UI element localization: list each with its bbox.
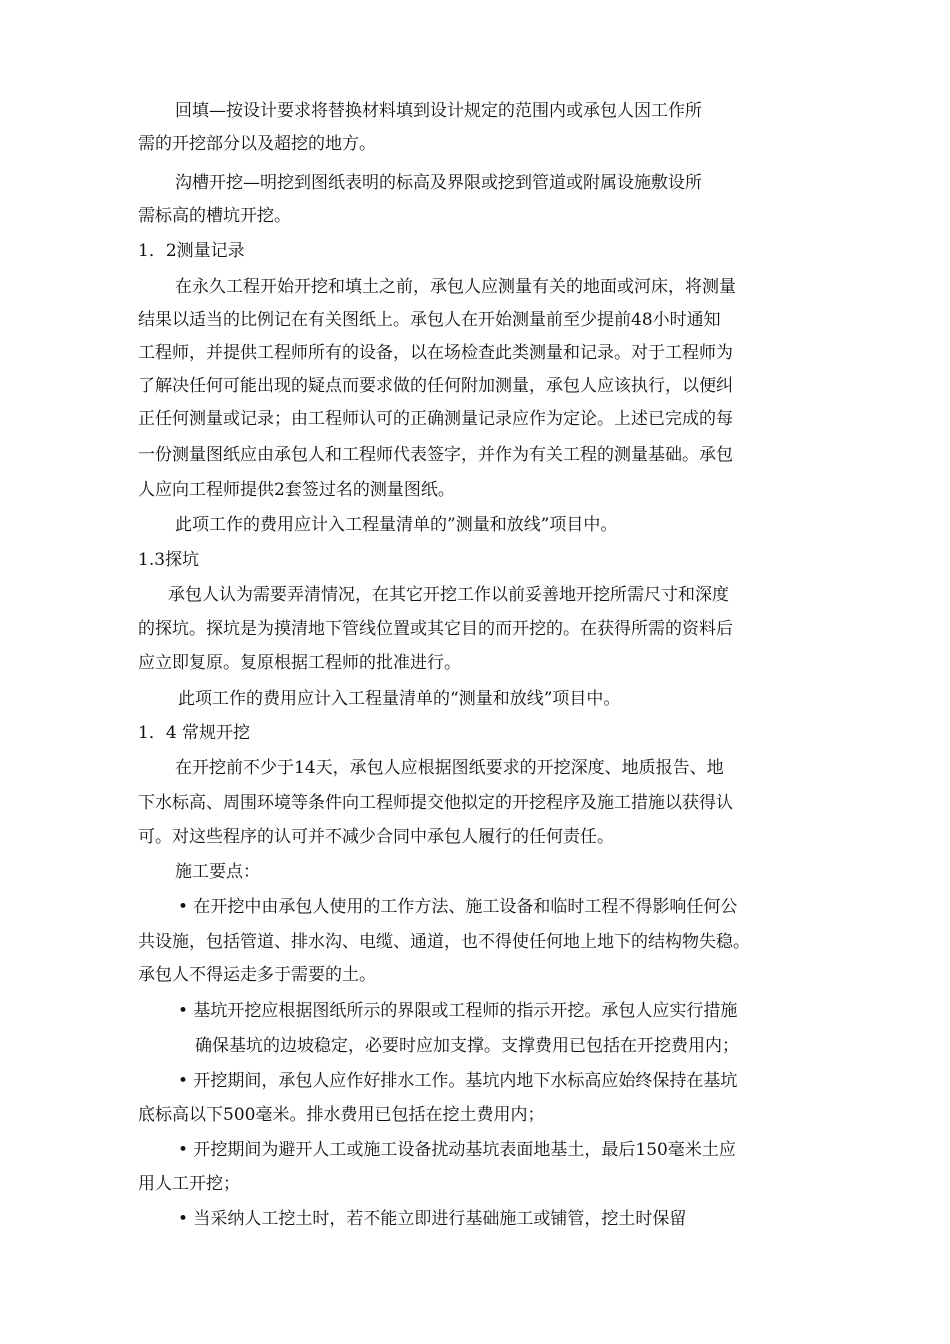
text-line: 用人工开挖； bbox=[138, 1174, 240, 1194]
text-line: 在永久工程开始开挖和填土之前，承包人应测量有关的地面或河床，将测量 bbox=[175, 277, 736, 297]
list-item: • 在开挖中由承包人使用的工作方法、施工设备和临时工程不得影响任何公 bbox=[178, 897, 738, 917]
text-line: 此项工作的费用应计入工程量清单的”测量和放线”项目中。 bbox=[175, 515, 618, 535]
text-line: 的探坑。探坑是为摸清地下管线位置或其它目的而开挖的。在获得所需的资料后 bbox=[138, 619, 733, 639]
text-line: 需标高的槽坑开挖。 bbox=[138, 206, 291, 226]
text-line: 底标高以下500毫米。排水费用已包括在挖土费用内； bbox=[138, 1105, 545, 1125]
text-line: 需的开挖部分以及超挖的地方。 bbox=[138, 134, 376, 154]
section-heading: 1.3探坑 bbox=[138, 550, 200, 570]
text-line: 回填—按设计要求将替换材料填到设计规定的范围内或承包人因工作所 bbox=[175, 101, 702, 121]
text-line: 一份测量图纸应由承包人和工程师代表签字，并作为有关工程的测量基础。承包 bbox=[138, 445, 733, 465]
text-line: 此项工作的费用应计入工程量清单的“测量和放线”项目中。 bbox=[178, 689, 621, 709]
text-line: 在开挖前不少于14天，承包人应根据图纸要求的开挖深度、地质报告、地 bbox=[175, 758, 724, 778]
section-heading: 1．4 常规开挖 bbox=[138, 723, 251, 743]
text-line: 人应向工程师提供2套签过名的测量图纸。 bbox=[138, 480, 455, 500]
text-line: 了解决任何可能出现的疑点而要求做的任何附加测量，承包人应该执行，以便纠 bbox=[138, 376, 733, 396]
list-item: • 开挖期间为避开人工或施工设备扰动基坑表面地基土，最后150毫米土应 bbox=[178, 1140, 736, 1160]
text-line: 工程师，并提供工程师所有的设备，以在场检查此类测量和记录。对于工程师为 bbox=[138, 343, 733, 363]
text-line: 确保基坑的边坡稳定，必要时应加支撑。支撑费用已包括在开挖费用内； bbox=[195, 1036, 739, 1056]
text-line: 承包人认为需要弄清情况，在其它开挖工作以前妥善地开挖所需尺寸和深度 bbox=[168, 585, 729, 605]
text-line: 正任何测量或记录；由工程师认可的正确测量记录应作为定论。上述已完成的每 bbox=[138, 409, 733, 429]
text-line: 可。对这些程序的认可并不减少合同中承包人履行的任何责任。 bbox=[138, 827, 614, 847]
text-line: 沟槽开挖—明挖到图纸表明的标高及界限或挖到管道或附属设施敷设所 bbox=[175, 173, 702, 193]
list-item: • 基坑开挖应根据图纸所示的界限或工程师的指示开挖。承包人应实行措施 bbox=[178, 1001, 738, 1021]
text-line: 下水标高、周围环境等条件向工程师提交他拟定的开挖程序及施工措施以获得认 bbox=[138, 793, 733, 813]
text-line: 施工要点： bbox=[175, 862, 260, 882]
list-item: • 开挖期间，承包人应作好排水工作。基坑内地下水标高应始终保持在基坑 bbox=[178, 1071, 738, 1091]
text-line: 共设施，包括管道、排水沟、电缆、通道，也不得使任何地上地下的结构物失稳。 bbox=[138, 932, 750, 952]
section-heading: 1．2测量记录 bbox=[138, 241, 245, 261]
list-item: • 当采纳人工挖土时，若不能立即进行基础施工或铺管，挖土时保留 bbox=[178, 1209, 687, 1229]
text-line: 应立即复原。复原根据工程师的批准进行。 bbox=[138, 653, 461, 673]
text-line: 结果以适当的比例记在有关图纸上。承包人在开始测量前至少提前48小时通知 bbox=[138, 310, 721, 330]
text-line: 承包人不得运走多于需要的土。 bbox=[138, 965, 376, 985]
